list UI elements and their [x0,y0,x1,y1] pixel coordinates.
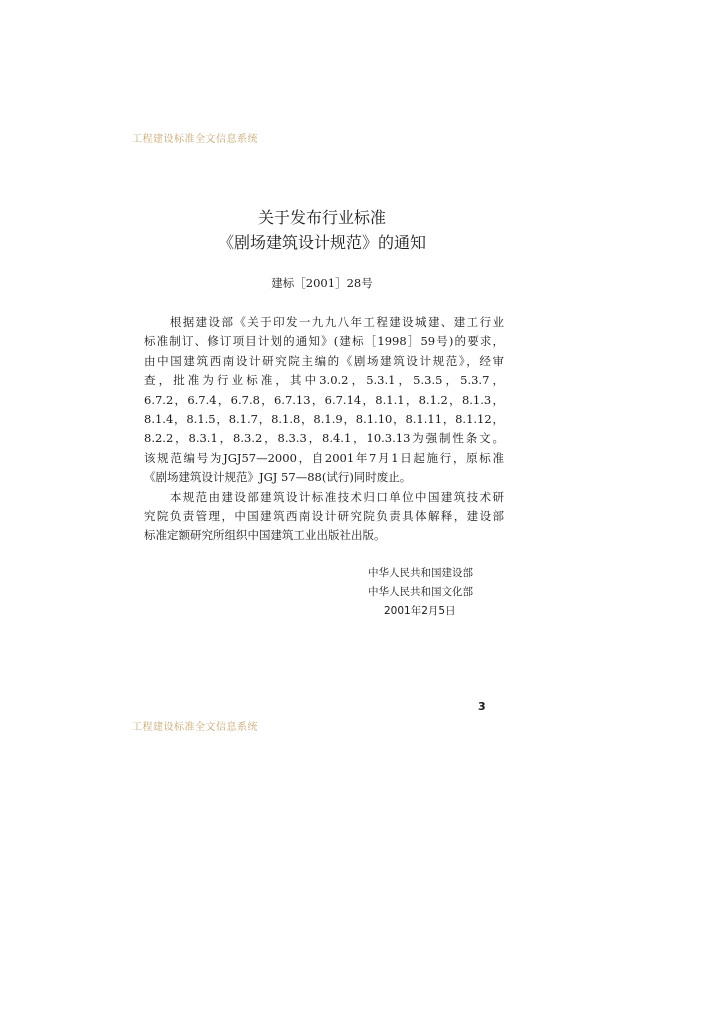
signature-org-construction: 中华人民共和国建设部 [368,567,473,579]
body-line: 查，批准为行业标准，其中3.0.2，5.3.1，5.3.5，5.3.7， [144,373,504,388]
signature-date: 2001年2月5日 [384,605,456,617]
watermark-top: 工程建设标准全文信息系统 [132,134,258,145]
notice-body [144,313,504,546]
body-line: 究院负责管理，中国建筑西南设计研究院负责具体解释，建设部 [144,508,504,523]
body-line: 8.2.2，8.3.1，8.3.2，8.3.3，8.4.1，10.3.13为强制性条文。 [144,431,504,446]
body-line: 根据建设部《关于印发一九九八年工程建设城建、建工行业 [144,315,504,329]
body-line: 标准制订、修订项目计划的通知》(建标［1998］59号)的要求， [144,334,504,349]
watermark-bottom: 工程建设标准全文信息系统 [132,722,258,733]
body-line: 标准定额研究所组织中国建筑工业出版社出版。 [144,528,386,543]
body-line: 6.7.2，6.7.4，6.7.8，6.7.13，6.7.14，8.1.1，8.1.2，8.1.3， [144,392,504,407]
body-line: 该规范编号为JGJ57—2000，自2001年7月1日起施行，原标准 [144,450,504,465]
page-number: 3 [478,700,486,713]
document-number: 建标［2001］28号 [271,276,373,290]
body-line: 由中国建筑西南设计研究院主编的《剧场建筑设计规范》，经审 [144,353,504,368]
body-line: 本规范由建设部建筑设计标准技术归口单位中国建筑技术研 [144,489,504,504]
body-line: 8.1.4，8.1.5，8.1.7，8.1.8，8.1.9，8.1.10，8.1.11，8.1.12， [144,411,504,426]
notice-title-line1: 关于发布行业标准 [257,208,386,227]
signature-org-culture: 中华人民共和国文化部 [368,586,473,598]
notice-title-line2: 《剧场建筑设计规范》的通知 [217,233,426,252]
body-line: 《剧场建筑设计规范》JGJ 57—88(试行)同时废止。 [144,470,412,485]
signature-block [368,565,480,622]
